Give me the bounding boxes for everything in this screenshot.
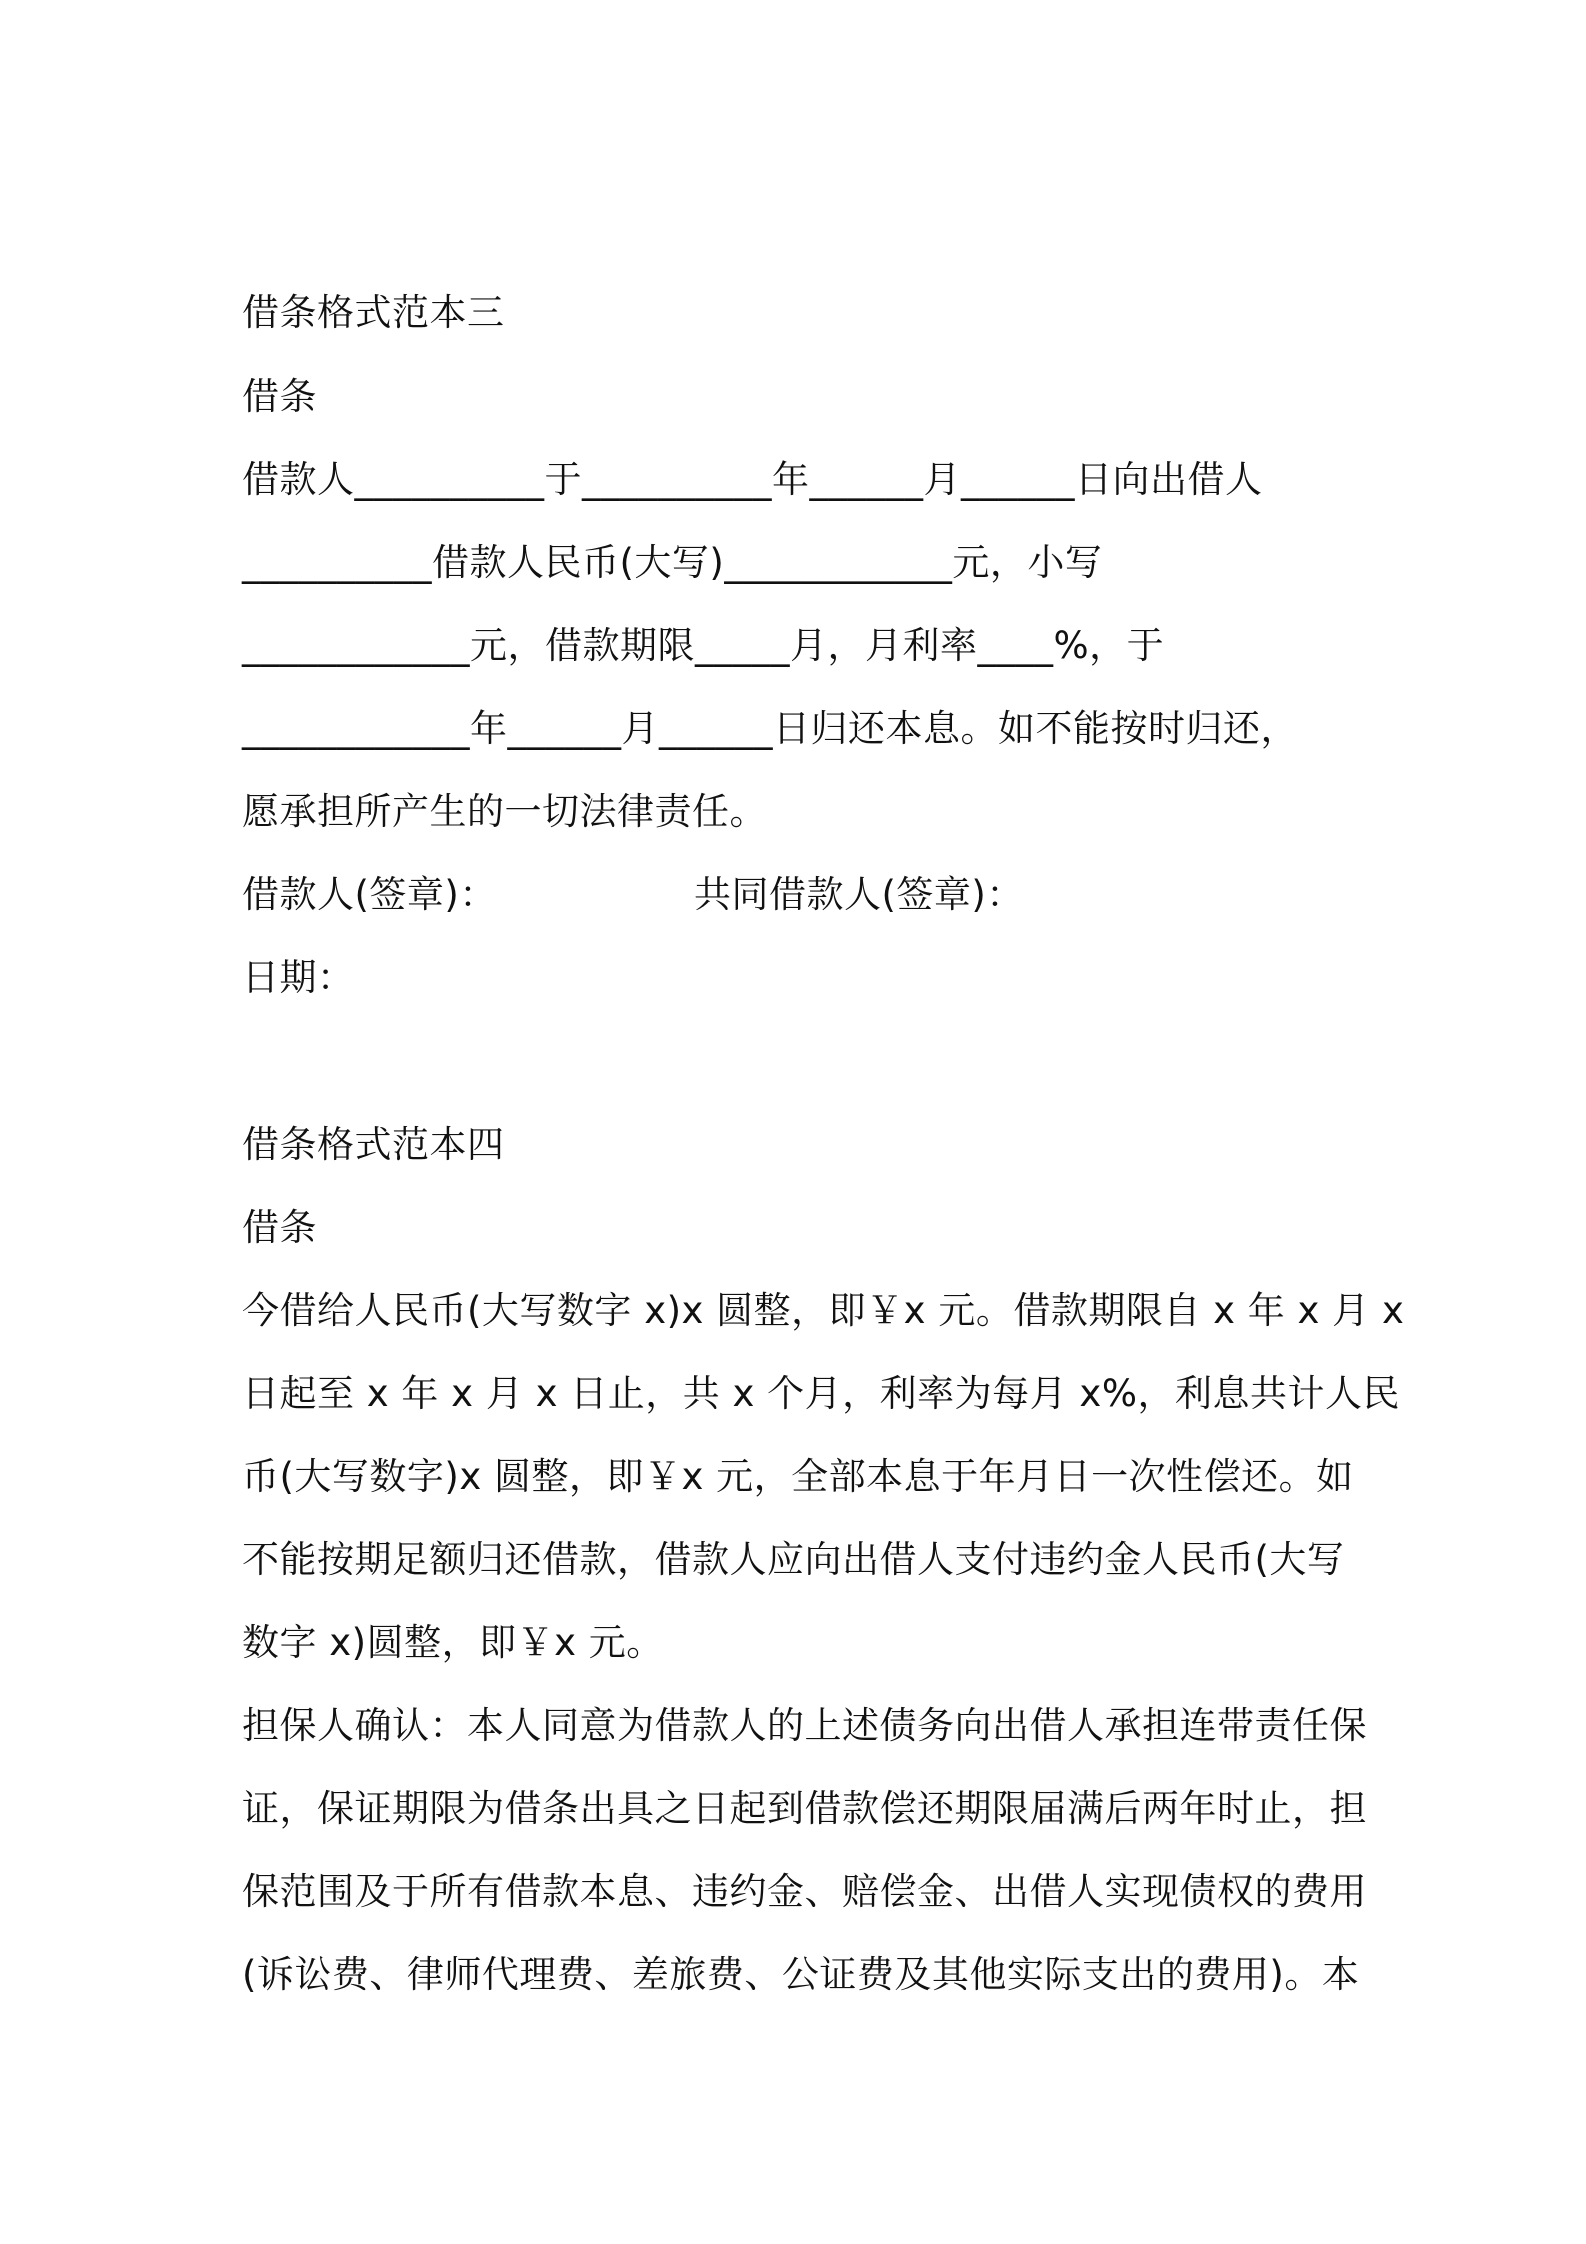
section3-line-2: __________借款人民币(大写)____________元，小写 [242,541,1103,584]
section3-line-3: ____________元，借款期限_____月，月利率____%，于 [242,624,1165,667]
co-borrower-signature-label: 共同借款人(签章)： [694,873,1024,916]
section4-line-3: 币(大写数字)x 圆整，即￥x 元，全部本息于年月日一次性偿还。如 [242,1455,1354,1498]
guarantor-line-4: (诉讼费、律师代理费、差旅费、公证费及其他实际支出的费用)。本 [242,1953,1360,1996]
guarantor-line-2: 证，保证期限为借条出具之日起到借款偿还期限届满后两年时止，担 [242,1787,1367,1830]
section3-line-5: 愿承担所产生的一切法律责任。 [242,790,767,833]
date-label: 日期： [242,956,355,999]
section4-line-4: 不能按期足额归还借款，借款人应向出借人支付违约金人民币(大写 [242,1538,1345,1581]
section4-line-2: 日起至 x 年 x 月 x 日止，共 x 个月，利率为每月 x%，利息共计人民 [242,1372,1400,1415]
guarantor-line-1: 担保人确认：本人同意为借款人的上述债务向出借人承担连带责任保 [242,1704,1367,1747]
section4-line-1: 今借给人民币(大写数字 x)x 圆整，即￥x 元。借款期限自 x 年 x 月 x [242,1289,1405,1332]
borrower-signature-label: 借款人(签章)： [242,873,497,916]
section4-title: 借条 [242,1206,317,1249]
section3-line-4: ____________年______月______日归还本息。如不能按时归还， [242,707,1298,750]
section3-heading: 借条格式范本三 [242,291,505,334]
section3-title: 借条 [242,375,317,418]
section4-line-5: 数字 x)圆整，即￥x 元。 [242,1621,664,1664]
section3-line-1: 借款人__________于__________年______月______日向出借人 [242,458,1263,501]
section4-heading: 借条格式范本四 [242,1123,505,1166]
guarantor-line-3: 保范围及于所有借款本息、违约金、赔偿金、出借人实现债权的费用 [242,1870,1367,1913]
